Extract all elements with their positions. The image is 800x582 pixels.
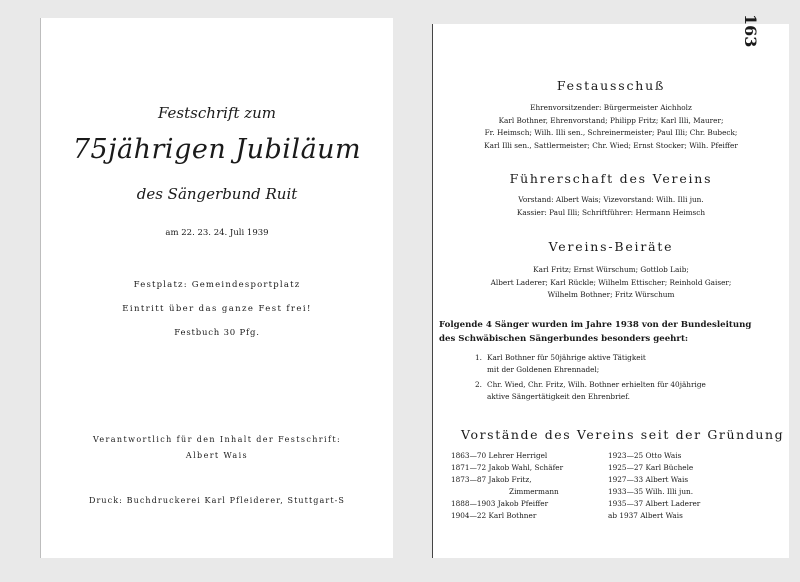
honor-item [475, 379, 785, 402]
vorstand-entry: 1927—33 Albert Wais [608, 475, 689, 484]
festausschuss-line: Ehrenvorsitzender: Bürgermeister Aichholz [530, 103, 692, 112]
vorstaende-list-left [451, 450, 563, 522]
beiraete-line: Wilhelm Bothner; Fritz Würschum [547, 290, 675, 300]
honor-intro-line: Folgende 4 Sänger wurden im Jahre 1938 von der Bundesleitung [439, 320, 752, 330]
vorstand-entry: 1933—35 Wilh. Illi jun. [608, 487, 694, 496]
vorstand-entry: 1888—1903 Jakob Pfeiffer [451, 499, 549, 508]
vorstand-entry: 1873—87 Jakob Fritz, [451, 475, 532, 484]
beiraete-heading: Vereins-Beiräte [548, 239, 674, 254]
beiraete-line: Albert Laderer; Karl Rückle; Wilhelm Ettischer; Reinhold Gaiser; [490, 277, 732, 287]
vorstand-entry: ab 1937 Albert Wais [608, 511, 683, 520]
fuehrerschaft-members [433, 194, 789, 219]
honor-line: aktive Sängertätigkeit den Ehrenbrief. [487, 391, 630, 401]
festival-date: am 22. 23. 24. Juli 1939 [165, 228, 269, 238]
festschrift-title-line3: des Sängerbund Ruit [136, 185, 298, 203]
vorstand-entry: 1925—27 Karl Büchele [608, 463, 694, 472]
responsible-label: Verantwortlich für den Inhalt der Festschrift: [92, 435, 342, 444]
vorstand-entry: 1923—25 Otto Wais [608, 451, 682, 460]
honor-intro-line: des Schwäbischen Sängerbundes besonders geehrt: [439, 334, 689, 344]
beiraete-line: Karl Fritz; Ernst Würschum; Gottlob Laib; [533, 265, 689, 274]
vorstand-entry: 1904—22 Karl Bothner [451, 511, 537, 520]
eintritt-text: Eintritt über das ganze Fest frei! [122, 304, 312, 314]
vorstaende-heading: Vorstände des Vereins seit der Gründung [461, 427, 785, 442]
responsible-name: Albert Wais [185, 451, 249, 460]
handwritten-page-number: 163 [741, 14, 760, 48]
right-page [432, 24, 789, 558]
vorstand-entry: Zimmermann [509, 487, 559, 496]
vorstand-entry: 1863—70 Lehrer Herrigel [451, 451, 548, 460]
honor-line: Chr. Wied, Chr. Fritz, Wilh. Bothner erhielten für 40jährige [487, 380, 706, 389]
festbuch-text: Festbuch 30 Pfg. [174, 328, 260, 338]
honor-number: 2. [475, 380, 482, 389]
vorstand-entry: 1871—72 Jakob Wahl, Schäfer [451, 463, 564, 472]
honor-item [475, 352, 785, 375]
festschrift-title-line1: Festschrift zum [157, 104, 277, 122]
printer-credit: Druck: Buchdruckerei Karl Pfleiderer, Stuttgart-S [88, 496, 346, 505]
festausschuss-line: Karl Illi sen., Sattlermeister; Chr. Wied; Ernst Stocker; Wilh. Pfeiffer [484, 140, 738, 150]
vorstand-entry: 1935—37 Albert Laderer [608, 499, 701, 508]
festausschuss-heading: Festausschuß [556, 78, 666, 93]
honor-list [475, 352, 785, 406]
honor-line: mit der Goldenen Ehrennadel; [487, 364, 600, 374]
honor-line: Karl Bothner für 50jährige aktive Tätigkeit [487, 353, 646, 362]
festausschuss-line: Karl Bothner, Ehrenvorstand; Philipp Fritz; Karl Illi, Maurer; [498, 115, 724, 125]
festausschuss-line: Fr. Heimsch; Wilh. Illi sen., Schreinermeister; Paul Illi; Chr. Bubeck; [484, 128, 738, 138]
festschrift-title-line2: 75jährigen Jubiläum [72, 134, 362, 165]
fuehrerschaft-line: Kassier: Paul Illi; Schriftführer: Hermann Heimsch [516, 207, 706, 217]
honor-number: 1. [475, 353, 482, 362]
festplatz-text: Festplatz: Gemeindesportplatz [133, 280, 301, 290]
vorstaende-list-right [608, 450, 700, 522]
left-page [40, 18, 393, 558]
honor-intro [439, 318, 783, 346]
festausschuss-members [433, 102, 789, 152]
fuehrerschaft-line: Vorstand: Albert Wais; Vizevorstand: Wilh. Illi jun. [518, 195, 704, 204]
fuehrerschaft-heading: Führerschaft des Vereins [509, 171, 713, 186]
beiraete-members [433, 264, 789, 302]
